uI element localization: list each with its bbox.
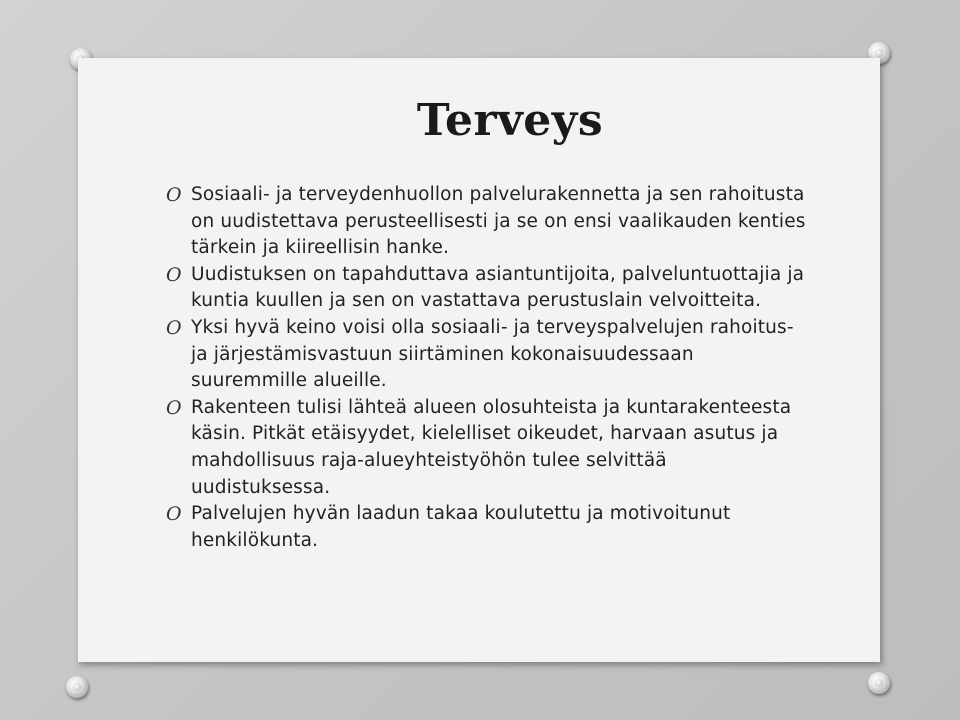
list-item (162, 182, 812, 262)
bullet-text: Uudistuksen on tapahduttava asiantuntijoita, palveluntuottajia ja kuntia kuullen ja sen on vastattava perustuslain velvoitteita. (191, 263, 805, 312)
bullet-text: Sosiaali- ja terveydenhuollon palvelurakennetta ja sen rahoitusta on uudistettava perusteellisesti ja se on ensi vaalikauden kenties tärkein ja kiireellisin hanke. (191, 184, 806, 259)
pushpin-bottom-left-icon (66, 676, 88, 698)
bullet-marker-icon: O (166, 316, 182, 339)
bullet-marker-icon: O (166, 503, 182, 526)
slide-title: Terveys (416, 95, 604, 146)
list-item (162, 395, 812, 501)
list-item (162, 501, 812, 554)
pushpin-bottom-right-icon (868, 672, 890, 694)
list-item (162, 262, 812, 315)
bullet-marker-icon: O (166, 184, 182, 206)
bullet-text: Yksi hyvä keino voisi olla sosiaali- ja terveyspalvelujen rahoitus- ja järjestämisvastuun siirtäminen kokonaisuudessaan suuremmille alueille. (191, 316, 794, 392)
bullet-text: Palvelujen hyvän laadun takaa koulutettu ja motivoitunut henkilökunta. (191, 503, 731, 551)
bullet-list (162, 182, 812, 554)
bullet-marker-icon: O (166, 263, 182, 286)
bullet-text: Rakenteen tulisi lähteä alueen olosuhteista ja kuntarakenteesta käsin. Pitkät etäisyydet, kielelliset oikeudet, harvaan asutus ja mahdollisuus raja-alueyhteistyöhön tulee selvittää uudistuksessa. (191, 396, 792, 498)
bullet-marker-icon: O (166, 396, 182, 419)
list-item (162, 315, 812, 395)
